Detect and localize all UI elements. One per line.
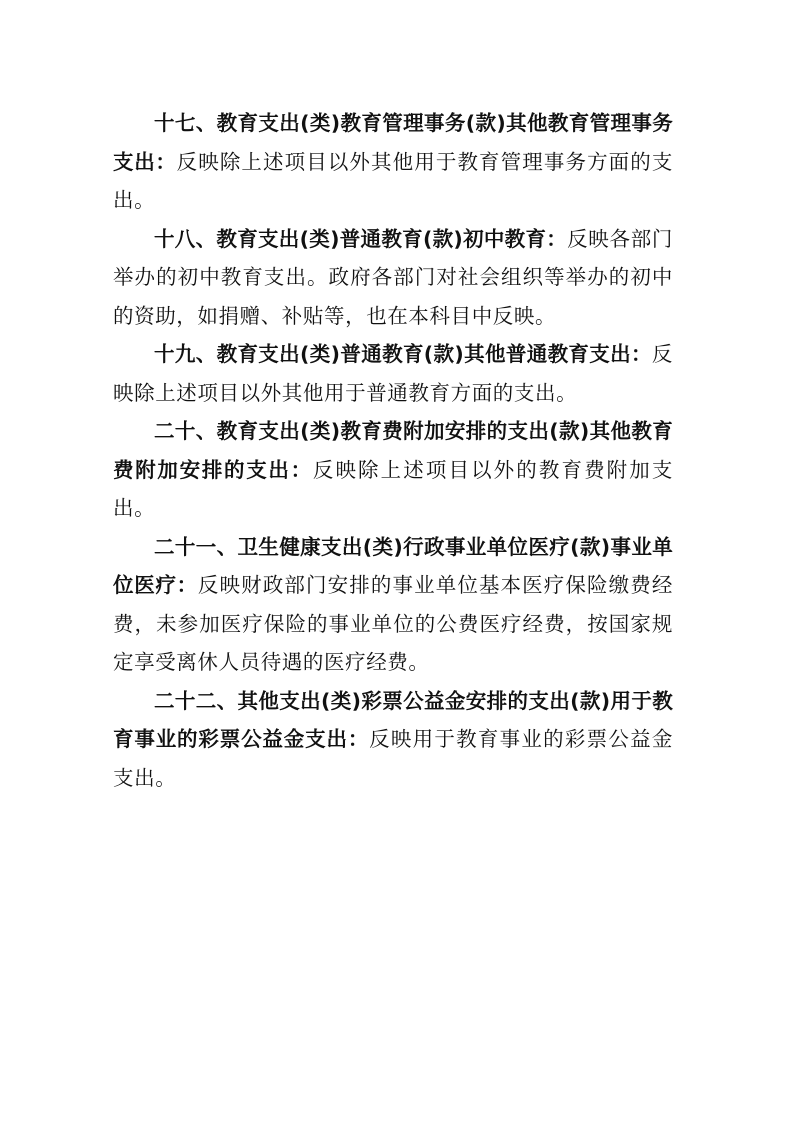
paragraph-heading: 十八、教育支出(类)普通教育(款)初中教育： (154, 226, 568, 251)
paragraph-text: 反映用于教育事业的彩票公益金支出。 (113, 727, 673, 790)
paragraph-21 (113, 528, 673, 682)
paragraph-heading: 二十一、卫生健康支出(类)行政事业单位医疗(款)事业单位医疗： (113, 534, 673, 597)
paragraph-heading: 二十、教育支出(类)教育费附加安排的支出(款)其他教育费附加安排的支出： (113, 419, 673, 482)
paragraph-22 (113, 682, 673, 798)
paragraph-17 (113, 104, 673, 220)
paragraph-18 (113, 220, 673, 336)
paragraph-text: 反映除上述项目以外其他用于普通教育方面的支出。 (113, 342, 673, 405)
paragraph-text: 反映除上述项目以外的教育费附加支出。 (113, 457, 673, 520)
document-body (113, 104, 673, 797)
paragraph-heading: 十九、教育支出(类)普通教育(款)其他普通教育支出： (154, 342, 652, 366)
paragraph-19 (113, 335, 673, 412)
paragraph-heading: 十七、教育支出(类)教育管理事务(款)其他教育管理事务支出： (113, 111, 673, 174)
paragraph-20 (113, 412, 673, 528)
paragraph-text: 反映各部门举办的初中教育支出。政府各部门对社会组织等举办的初中的资助，如捐赠、补贴等，也在本科目中反映。 (113, 226, 673, 328)
paragraph-text: 反映财政部门安排的事业单位基本医疗保险缴费经费，未参加医疗保险的事业单位的公费医疗经费，按国家规定享受离休人员待遇的医疗经费。 (113, 573, 673, 674)
paragraph-text: 反映除上述项目以外其他用于教育管理事务方面的支出。 (113, 149, 673, 212)
paragraph-heading: 二十二、其他支出(类)彩票公益金安排的支出(款)用于教育事业的彩票公益金支出： (113, 688, 673, 751)
